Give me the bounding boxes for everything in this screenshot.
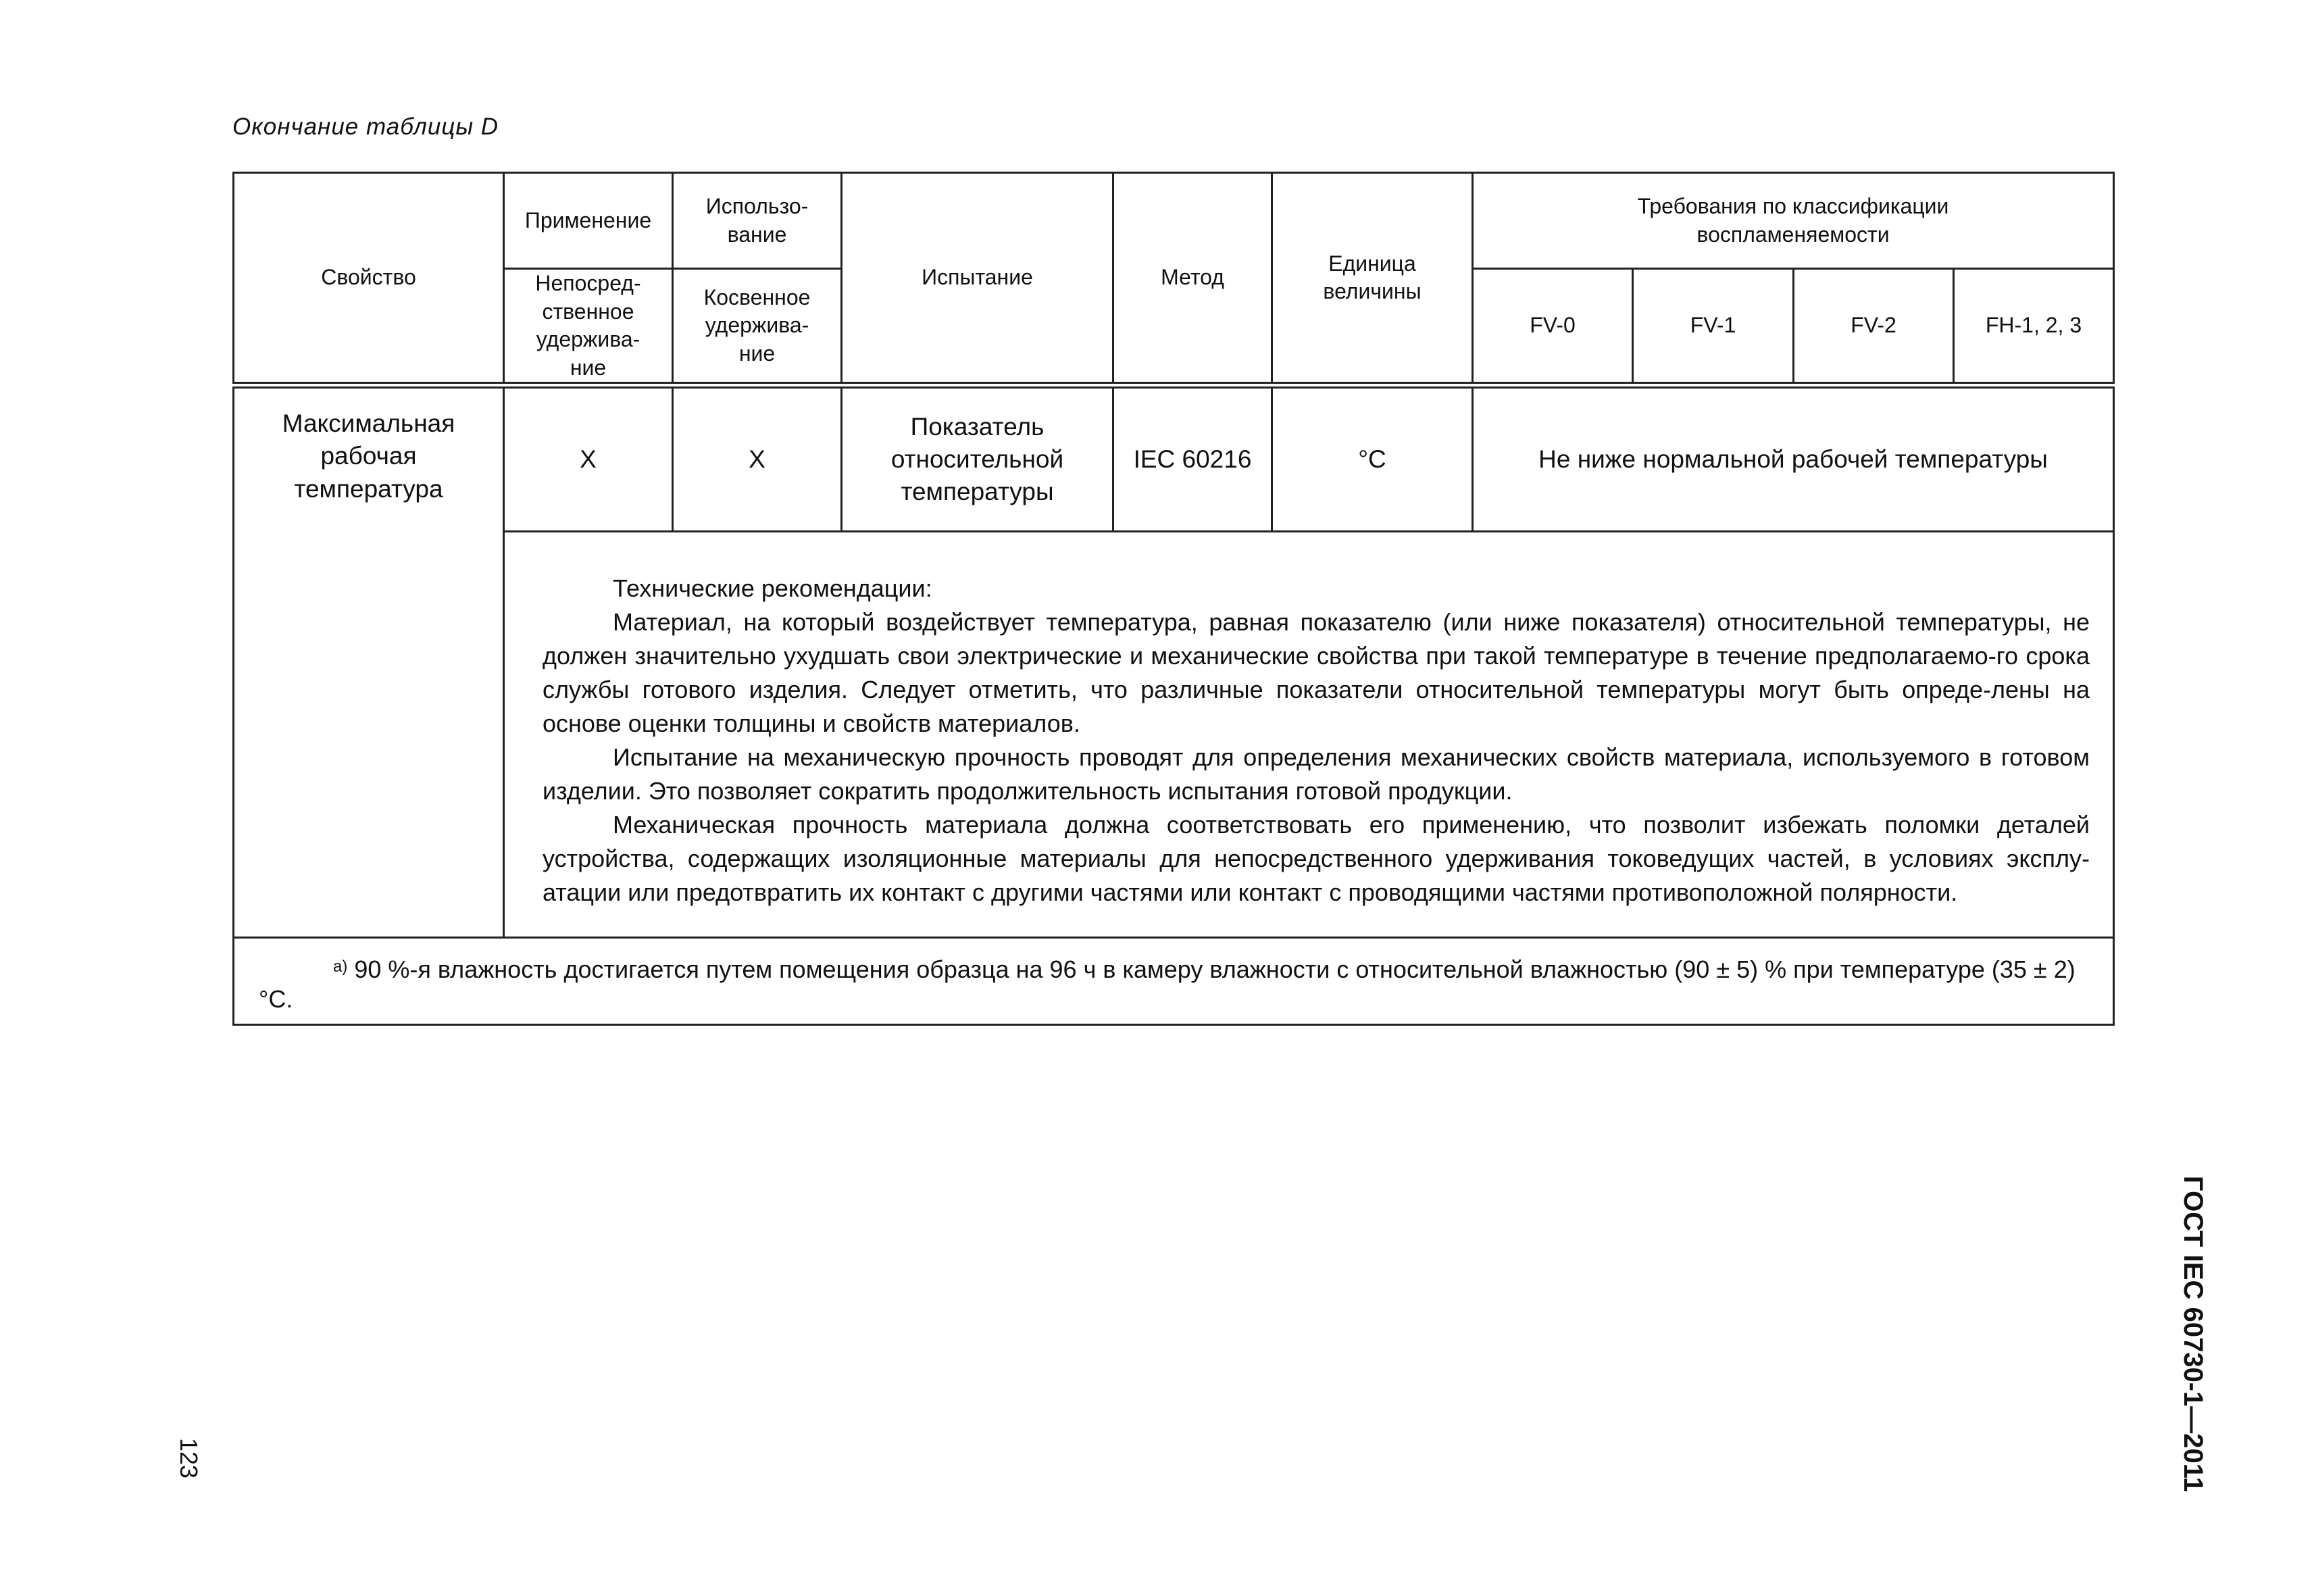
standard-identifier: ГОСТ IEC 60730-1—2011 xyxy=(2178,1176,2208,1493)
table-caption: Окончание таблицы D xyxy=(232,114,499,140)
footnote-text xyxy=(259,955,2086,1014)
flammability-table xyxy=(232,172,2115,1026)
cell-unit: °C xyxy=(1272,385,1473,531)
header-fv0: FV-0 xyxy=(1473,269,1633,386)
notes-paragraph: Испытание на механическую прочность проводят для определения механических свойств материала, используемого в готовом изделии. Это позволяет сократить продолжительность испытания готовой продукции. xyxy=(543,743,2090,805)
header-method: Метод xyxy=(1113,173,1272,386)
footnote-body: 90 %-я влажность достигается путем помещения образца на 96 ч в камеру влажности с относительной влажностью (90 ± 5) % при температуре (35 ± 2) °С. xyxy=(259,955,2076,1013)
header-test: Испытание xyxy=(842,173,1113,386)
cell-requirement: Не ниже нормальной рабочей температуры xyxy=(1473,385,2114,531)
header-fh: FH-1, 2, 3 xyxy=(1954,269,2114,386)
header-flammability: Требования по классификации воспламеняемости xyxy=(1473,173,2114,269)
footnote-row xyxy=(234,937,2114,1024)
notes-paragraph: Материал, на который воздействует температура, равная показателю (или ниже показателя) относительной температуры, не должен значительно ухудшать свои электрические и механические свойства при такой температуре в течение предполагаемо-го срока службы готового изделия. Следует отметить, что различные показатели относительной температуры могут быть опреде-лены на основе оценки толщины и свойств материалов. xyxy=(543,607,2090,737)
header-application: Применение xyxy=(504,173,673,269)
cell-indirect: X xyxy=(673,385,842,531)
cell-test: Показатель относительной температуры xyxy=(842,385,1113,531)
header-unit: Единица величины xyxy=(1272,173,1473,386)
cell-method: IEC 60216 xyxy=(1113,385,1272,531)
page-number: 123 xyxy=(175,1438,203,1479)
footnote-marker: а) xyxy=(333,957,348,976)
table-row xyxy=(234,385,2114,531)
notes-paragraph: Механическая прочность материала должна соответствовать его применению, что позволит избежать поломки деталей устройства, содержащих изоляционные материалы для непосредственного удерживания токоведущих частей, в условиях эксплу-атации или предотвратить их контакт с другими частями или контакт с проводящими частями противоположной полярности. xyxy=(543,810,2090,906)
cell-direct: X xyxy=(504,385,673,531)
table-footnote xyxy=(234,937,2114,1024)
notes-title: Технические рекомендации: xyxy=(613,574,932,602)
header-usage: Использо- вание xyxy=(673,173,842,269)
technical-notes xyxy=(504,531,2114,937)
header-property: Свойство xyxy=(234,173,504,386)
cell-property: Максимальная рабочая температура xyxy=(234,385,504,937)
notes-row xyxy=(234,531,2114,937)
header-indirect: Косвенное удержива- ние xyxy=(673,269,842,386)
header-fv1: FV-1 xyxy=(1633,269,1794,386)
header-fv2: FV-2 xyxy=(1794,269,1954,386)
header-direct: Непосред- ственное удержива- ние xyxy=(504,269,673,386)
